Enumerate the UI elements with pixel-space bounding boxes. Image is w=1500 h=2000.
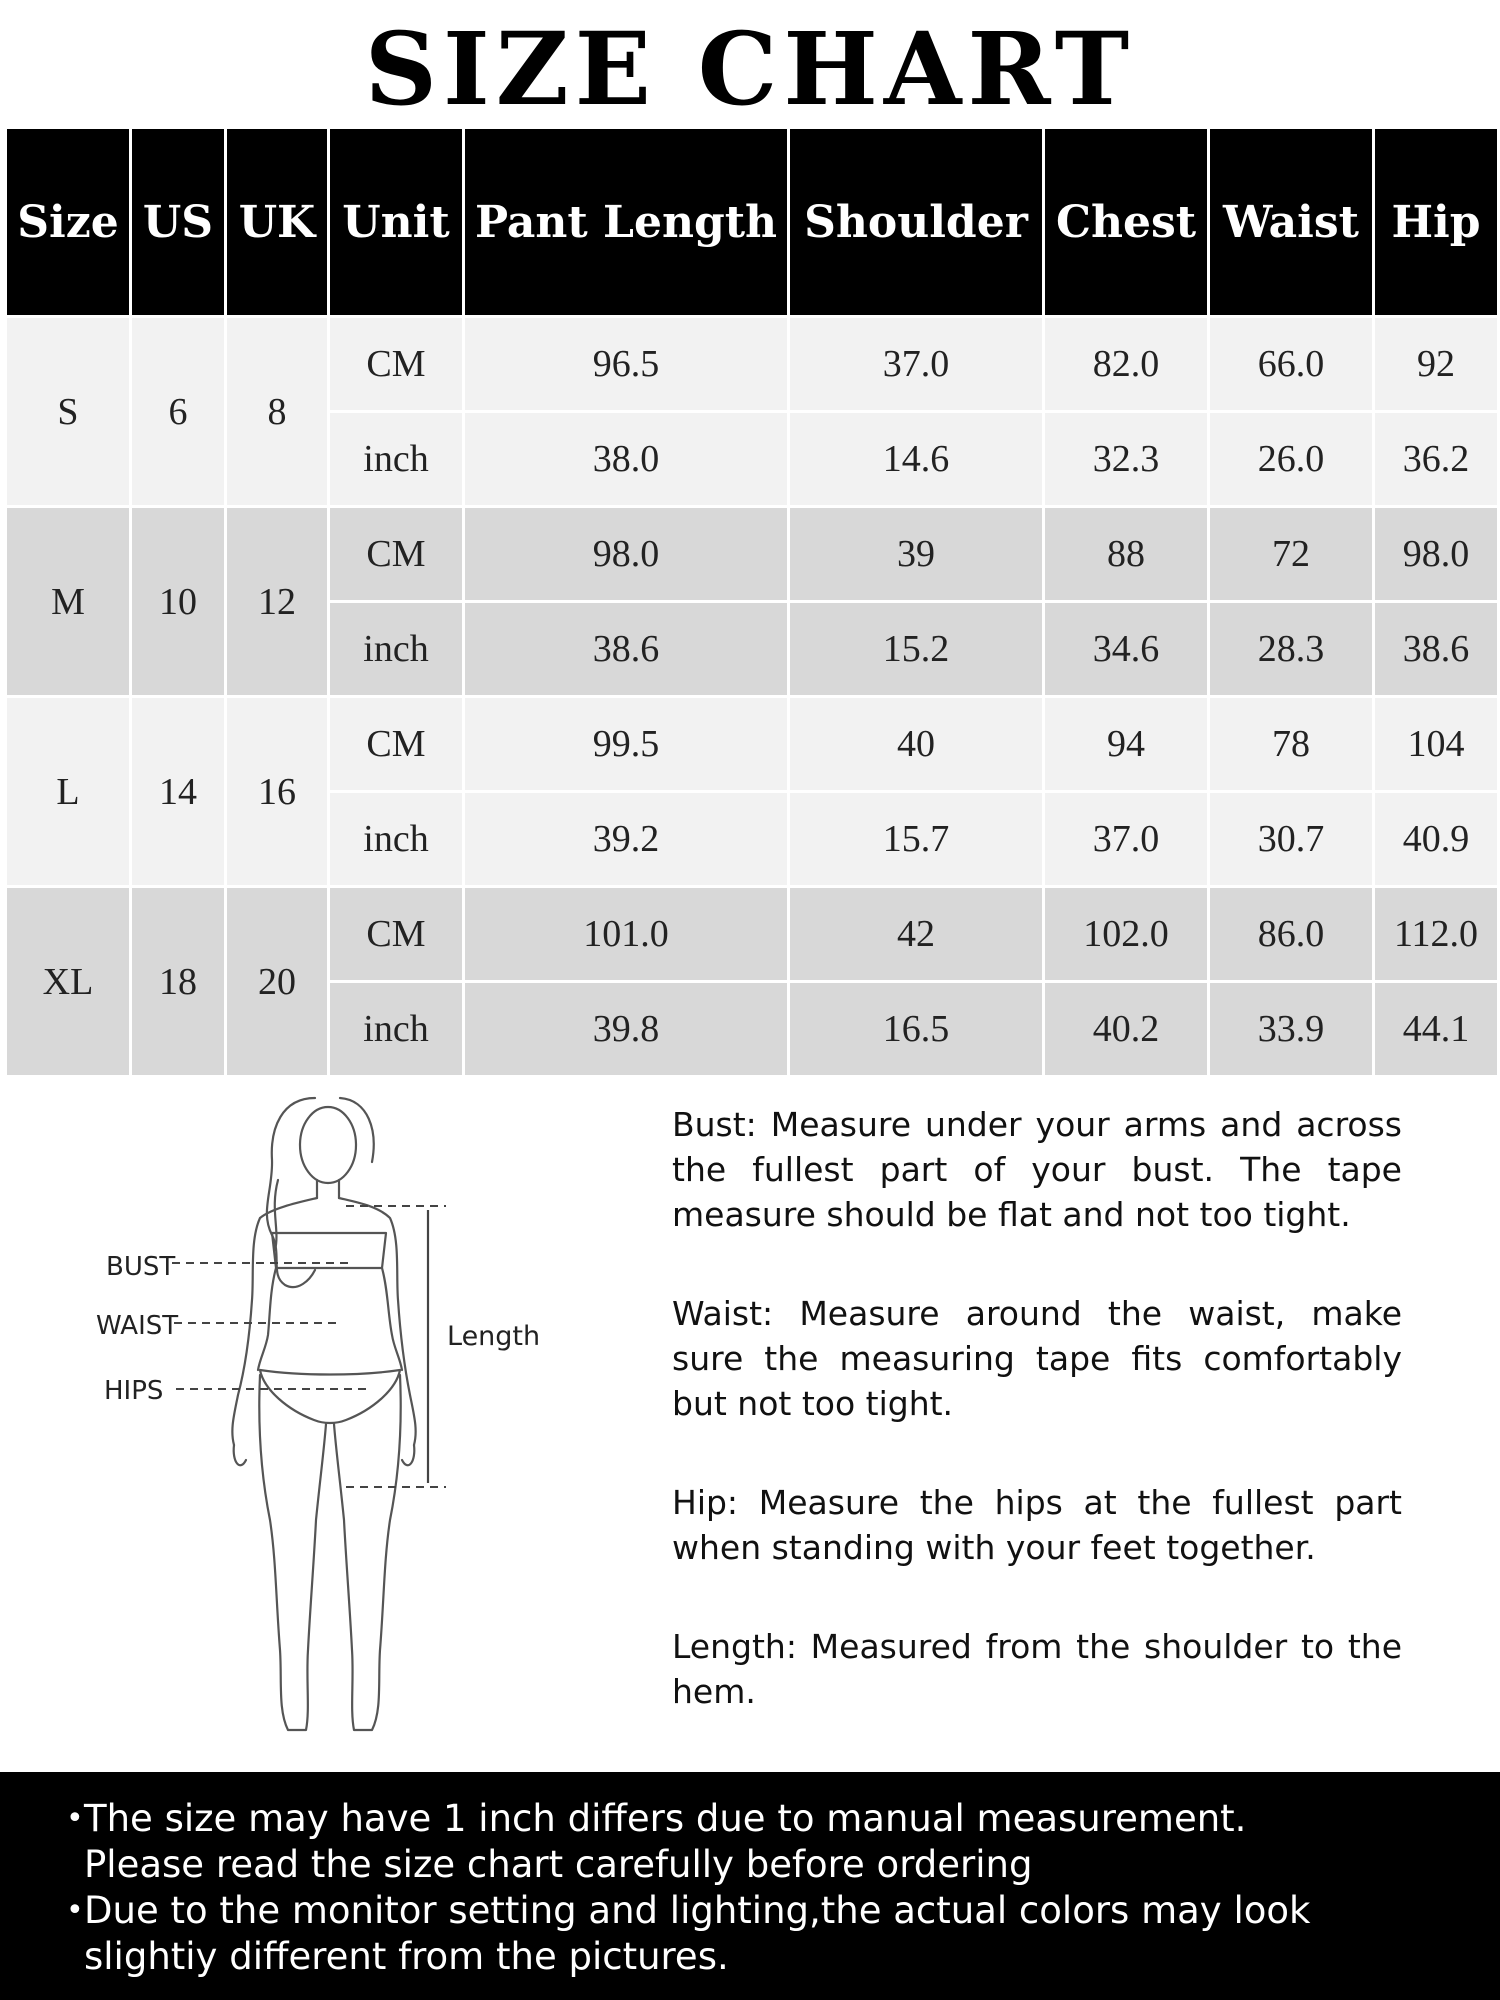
header-hip: Hip — [1375, 129, 1497, 315]
length-label: Length — [447, 1321, 541, 1352]
pant-length-cell: 39.2 — [465, 793, 787, 885]
chest-cell: 37.0 — [1045, 793, 1207, 885]
chest-cell: 82.0 — [1045, 318, 1207, 410]
unit-cell: inch — [330, 603, 462, 695]
table-row — [7, 888, 1497, 980]
bust-label: BUST — [106, 1252, 176, 1282]
waist-cell: 72 — [1210, 508, 1372, 600]
hip-cell: 38.6 — [1375, 603, 1497, 695]
size-cell: S — [7, 318, 129, 505]
disclaimer-item — [66, 1888, 1404, 1980]
unit-cell: CM — [330, 698, 462, 790]
waist-cell: 30.7 — [1210, 793, 1372, 885]
pant-length-cell: 99.5 — [465, 698, 787, 790]
shoulder-cell: 15.7 — [790, 793, 1042, 885]
unit-cell: inch — [330, 983, 462, 1075]
unit-cell: inch — [330, 793, 462, 885]
header-pant-length: Pant Length — [465, 129, 787, 315]
hips-label: HIPS — [104, 1376, 164, 1406]
hip-cell: 44.1 — [1375, 983, 1497, 1075]
us-cell: 18 — [132, 888, 224, 1075]
uk-cell: 20 — [227, 888, 327, 1075]
unit-cell: CM — [330, 318, 462, 410]
disclaimer-line: Please read the size chart carefully before ordering — [84, 1843, 1033, 1886]
waist-note: Waist: Measure around the waist, make sure the measuring tape fits comfortably but not too tight. — [672, 1294, 1402, 1423]
waist-cell: 28.3 — [1210, 603, 1372, 695]
body-outline-icon — [232, 1098, 415, 1730]
pant-length-cell: 39.8 — [465, 983, 787, 1075]
pant-length-cell: 101.0 — [465, 888, 787, 980]
us-cell: 6 — [132, 318, 224, 505]
chest-cell: 32.3 — [1045, 413, 1207, 505]
measurement-figure — [96, 1090, 580, 1740]
disclaimer-line: The size may have 1 inch differs due to manual measurement. — [84, 1797, 1247, 1840]
header-size: Size — [7, 129, 129, 315]
us-cell: 14 — [132, 698, 224, 885]
uk-cell: 12 — [227, 508, 327, 695]
length-note: Length: Measured from the shoulder to the hem. — [672, 1627, 1402, 1711]
header-uk: UK — [227, 129, 327, 315]
waist-cell: 86.0 — [1210, 888, 1372, 980]
uk-cell: 8 — [227, 318, 327, 505]
table-row — [7, 698, 1497, 790]
disclaimer-footer — [0, 1772, 1500, 2000]
size-chart-table — [4, 126, 1500, 1078]
pant-length-cell: 98.0 — [465, 508, 787, 600]
chest-cell: 88 — [1045, 508, 1207, 600]
pant-length-cell: 38.0 — [465, 413, 787, 505]
disclaimer-item — [66, 1796, 1404, 1888]
uk-cell: 16 — [227, 698, 327, 885]
pant-length-cell: 96.5 — [465, 318, 787, 410]
header-unit: Unit — [330, 129, 462, 315]
waist-cell: 26.0 — [1210, 413, 1372, 505]
hip-cell: 40.9 — [1375, 793, 1497, 885]
hip-note: Hip: Measure the hips at the fullest part when standing with your feet together. — [672, 1483, 1402, 1567]
page-title: SIZE CHART — [364, 10, 1136, 128]
shoulder-cell: 15.2 — [790, 603, 1042, 695]
shoulder-cell: 40 — [790, 698, 1042, 790]
shoulder-cell: 42 — [790, 888, 1042, 980]
chest-cell: 40.2 — [1045, 983, 1207, 1075]
waist-label: WAIST — [96, 1311, 179, 1341]
header-waist: Waist — [1210, 129, 1372, 315]
table-row — [7, 318, 1497, 410]
bullet-icon: • — [66, 1801, 84, 1836]
chest-cell: 102.0 — [1045, 888, 1207, 980]
header-shoulder: Shoulder — [790, 129, 1042, 315]
shoulder-cell: 14.6 — [790, 413, 1042, 505]
measurement-notes — [672, 1102, 1402, 1768]
pant-length-cell: 38.6 — [465, 603, 787, 695]
shoulder-cell: 37.0 — [790, 318, 1042, 410]
header-chest: Chest — [1045, 129, 1207, 315]
size-cell: L — [7, 698, 129, 885]
waist-cell: 78 — [1210, 698, 1372, 790]
hip-cell: 104 — [1375, 698, 1497, 790]
table-header-row — [7, 129, 1497, 315]
hip-cell: 92 — [1375, 318, 1497, 410]
bullet-icon: • — [66, 1893, 84, 1928]
hip-cell: 112.0 — [1375, 888, 1497, 980]
chest-cell: 34.6 — [1045, 603, 1207, 695]
disclaimer-line: slightiy different from the pictures. — [84, 1935, 729, 1978]
unit-cell: CM — [330, 888, 462, 980]
us-cell: 10 — [132, 508, 224, 695]
hip-cell: 36.2 — [1375, 413, 1497, 505]
size-cell: M — [7, 508, 129, 695]
shoulder-cell: 16.5 — [790, 983, 1042, 1075]
chest-cell: 94 — [1045, 698, 1207, 790]
measure-lines-icon — [172, 1206, 446, 1487]
unit-cell: inch — [330, 413, 462, 505]
size-cell: XL — [7, 888, 129, 1075]
bust-note: Bust: Measure under your arms and across the fullest part of your bust. The tape measure should be flat and not too tight. — [672, 1105, 1402, 1234]
table-row — [7, 508, 1497, 600]
waist-cell: 66.0 — [1210, 318, 1372, 410]
waist-cell: 33.9 — [1210, 983, 1372, 1075]
unit-cell: CM — [330, 508, 462, 600]
hip-cell: 98.0 — [1375, 508, 1497, 600]
header-us: US — [132, 129, 224, 315]
disclaimer-line: Due to the monitor setting and lighting,the actual colors may look — [84, 1889, 1311, 1932]
shoulder-cell: 39 — [790, 508, 1042, 600]
